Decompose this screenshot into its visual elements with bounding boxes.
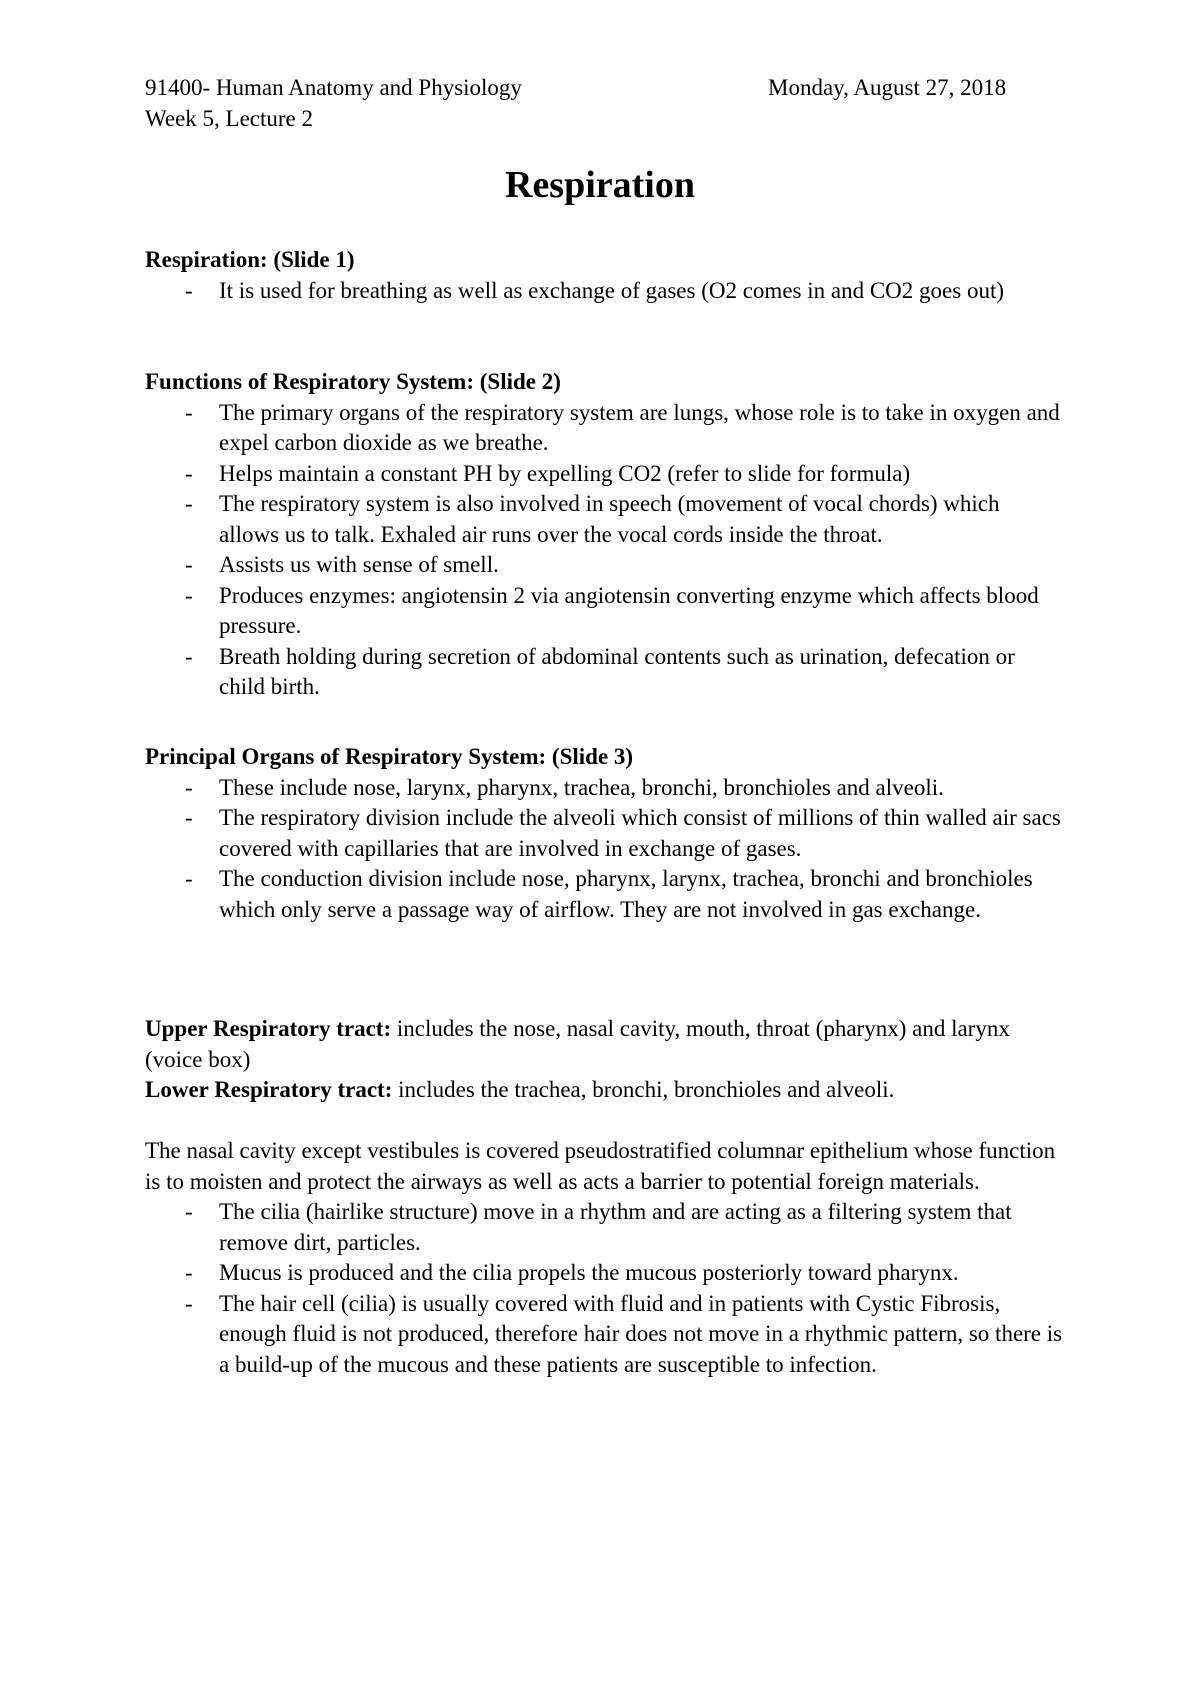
week-lecture: Week 5, Lecture 2 xyxy=(145,105,314,131)
bullet-list xyxy=(145,1197,1065,1380)
lecture-date: Monday, August 27, 2018 xyxy=(768,75,1007,100)
header-date-block xyxy=(768,73,1088,104)
bullet-dash: - xyxy=(185,805,193,830)
page-title: Respiration xyxy=(505,164,695,206)
bullet-dash: - xyxy=(185,1290,193,1316)
list-item xyxy=(145,398,1065,459)
section-heading: Functions of Respiratory System: (Slide 2) xyxy=(145,369,561,394)
list-item-text: The respiratory division include the alveoli which consist of millions of thin walled air sacs covered with capillaries that are involved in exchange of gases. xyxy=(219,805,1061,861)
lower-tract-paragraph xyxy=(145,1075,1065,1106)
bullet-list xyxy=(145,276,1065,307)
nasal-cavity-paragraph: The nasal cavity except vestibules is covered pseudostratified columnar epithelium whose function is to moisten and protect the airways as well as acts a barrier to potential foreign materials. xyxy=(145,1138,1056,1194)
bullet-dash: - xyxy=(185,1199,193,1224)
list-item-text: The hair cell (cilia) is usually covered with fluid and in patients with Cystic Fibrosis, enough fluid is not produced, therefore hair does not move in a rhythmic pattern, so there is a build-up of the mucous and these patients are susceptible to infection. xyxy=(219,1290,1063,1377)
section-nasal-cavity xyxy=(145,1136,1065,1380)
list-item xyxy=(145,803,1065,864)
list-item xyxy=(145,550,1065,581)
header-course-info xyxy=(145,73,705,134)
bullet-list xyxy=(145,398,1065,703)
list-item xyxy=(145,1289,1065,1381)
section-respiratory-tracts xyxy=(145,1014,1065,1106)
section-principal-organs xyxy=(145,742,1065,925)
bullet-dash: - xyxy=(185,774,193,800)
list-item-text: Produces enzymes: angiotensin 2 via angiotensin converting enzyme which affects blood pressure. xyxy=(219,582,1039,638)
upper-tract-paragraph xyxy=(145,1014,1065,1075)
list-item-text: Helps maintain a constant PH by expelling CO2 (refer to slide for formula) xyxy=(219,460,911,486)
upper-tract-text: includes the nose, nasal cavity, mouth, throat (pharynx) and larynx (voice box) xyxy=(145,1016,1010,1072)
list-item xyxy=(145,864,1065,925)
lower-tract-text: includes the trachea, bronchi, bronchioles and alveoli. xyxy=(392,1077,895,1102)
list-item xyxy=(145,1197,1065,1258)
list-item xyxy=(145,581,1065,642)
section-respiration xyxy=(145,245,1065,306)
section-functions xyxy=(145,367,1065,703)
list-item xyxy=(145,459,1065,490)
list-item xyxy=(145,489,1065,550)
bullet-dash: - xyxy=(185,643,193,669)
course-title: 91400- Human Anatomy and Physiology xyxy=(145,75,522,100)
lower-tract-label: Lower Respiratory tract: xyxy=(145,1077,393,1102)
bullet-list xyxy=(145,773,1065,926)
list-item-text: The respiratory system is also involved in speech (movement of vocal chords) which allows us to talk. Exhaled air runs over the vocal cords inside the throat. xyxy=(219,491,1000,547)
bullet-dash: - xyxy=(185,460,193,486)
list-item-text: The cilia (hairlike structure) move in a rhythm and are acting as a filtering system that remove dirt, particles. xyxy=(219,1199,1012,1255)
list-item xyxy=(145,642,1065,703)
bullet-dash: - xyxy=(185,399,193,425)
list-item-text: The conduction division include nose, pharynx, larynx, trachea, bronchi and bronchioles which only serve a passage way of airflow. They are not involved in gas exchange. xyxy=(219,866,1033,922)
list-item-text: The primary organs of the respiratory system are lungs, whose role is to take in oxygen and expel carbon dioxide as we breathe. xyxy=(219,399,1060,455)
list-item-text: Mucus is produced and the cilia propels the mucous posteriorly toward pharynx. xyxy=(219,1260,959,1285)
list-item xyxy=(145,1258,1065,1289)
bullet-dash: - xyxy=(185,582,193,608)
upper-tract-label: Upper Respiratory tract: xyxy=(145,1016,392,1041)
bullet-dash: - xyxy=(185,277,193,303)
bullet-dash: - xyxy=(185,552,193,577)
list-item-text: It is used for breathing as well as exchange of gases (O2 comes in and CO2 goes out) xyxy=(219,277,1004,303)
list-item xyxy=(145,773,1065,804)
bullet-dash: - xyxy=(185,866,193,891)
list-item-text: These include nose, larynx, pharynx, trachea, bronchi, bronchioles and alveoli. xyxy=(219,774,944,800)
section-heading: Respiration: (Slide 1) xyxy=(145,247,355,272)
section-heading: Principal Organs of Respiratory System: (Slide 3) xyxy=(145,744,634,769)
list-item-text: Breath holding during secretion of abdominal contents such as urination, defecation or child birth. xyxy=(219,643,1015,699)
list-item xyxy=(145,276,1065,307)
bullet-dash: - xyxy=(185,1260,193,1285)
bullet-dash: - xyxy=(185,491,193,516)
list-item-text: Assists us with sense of smell. xyxy=(219,552,499,577)
